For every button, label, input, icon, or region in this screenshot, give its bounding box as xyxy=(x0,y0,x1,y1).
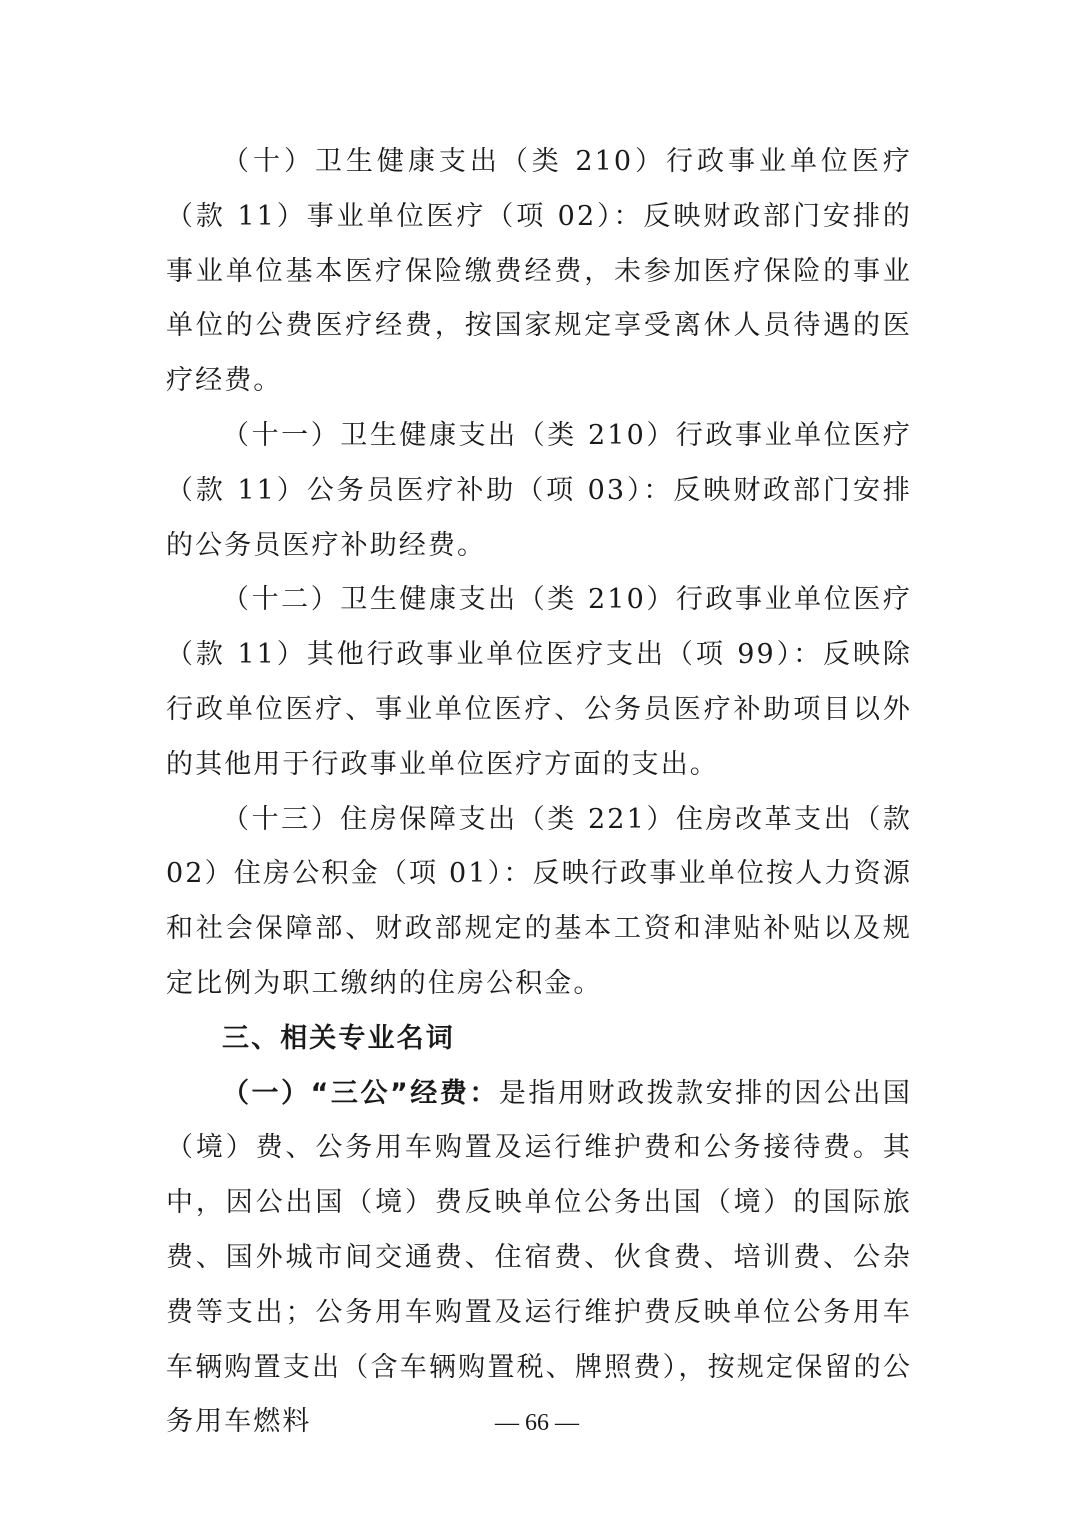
section-heading: 三、相关专业名词 xyxy=(222,1022,455,1054)
paragraph-other-medical-expenditure: （十二）卫生健康支出（类 210）行政事业单位医疗（款 11）其他行政事业单位医疗支出（项 99）：反映除行政单位医疗、事业单位医疗、公务员医疗补助项目以外的其他用于行政事业单位医疗方面的支出。 xyxy=(166,584,912,780)
paragraph-housing-provident-fund: （十三）住房保障支出（类 221）住房改革支出（款 02）住房公积金（项 01）：反映行政事业单位按人力资源和社会保障部、财政部规定的基本工资和津贴补贴以及规定比例为职工缴纳的住房公积金。 xyxy=(166,803,912,999)
paragraph-three-public-expenses xyxy=(166,1067,912,1451)
paragraph-health-medical-institutions: （十）卫生健康支出（类 210）行政事业单位医疗（款 11）事业单位医疗（项 02）：反映财政部门安排的事业单位基本医疗保险缴费经费，未参加医疗保险的事业单位的公费医疗经费，按国家规定享受离休人员待遇的医疗经费。 xyxy=(166,146,912,397)
document-page xyxy=(166,135,912,1450)
page-number: — 66 — xyxy=(495,1410,579,1436)
paragraph-civil-servant-medical-subsidy: （十一）卫生健康支出（类 210）行政事业单位医疗（款 11）公务员医疗补助（项 03）：反映财政部门安排的公务员医疗补助经费。 xyxy=(166,419,912,561)
term-lead: （一）“三公”经费： xyxy=(222,1077,499,1109)
term-body: 是指用财政拨款安排的因公出国（境）费、公务用车购置及运行维护费和公务接待费。其中，因公出国（境）费反映单位公务出国（境）的国际旅费、国外城市间交通费、住宿费、伙食费、培训费、公杂费等支出；公务用车购置及运行维护费反映单位公务用车车辆购置支出（含车辆购置税、牌照费），按规定保留的公务用车燃料 xyxy=(166,1077,912,1438)
